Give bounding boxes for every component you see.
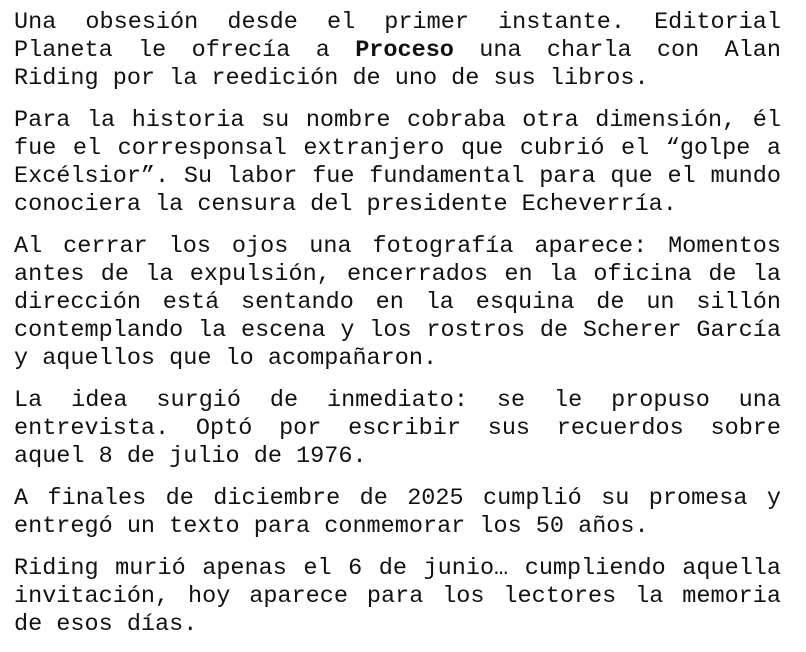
paragraph-2: Para la historia su nombre cobraba otra dimensión, él fue el corresponsal extranjero que cubrió el “golpe a Excélsior”. Su labor fue fundamental para que el mundo conociera la censura del presidente Echeverría. <box>14 107 781 218</box>
paragraph-1 <box>14 9 781 93</box>
publication-name: Proceso <box>355 37 454 64</box>
paragraph-4: La idea surgió de inmediato: se le propuso una entrevista. Optó por escribir sus recuerdos sobre aquel 8 de julio de 1976. <box>14 387 781 470</box>
paragraph-1-text-before: Una obsesión desde el primer instante. Editorial Planeta le ofrecía a <box>14 9 781 64</box>
paragraph-1-text-after: una charla con Alan Riding por la reedición de uno de sus libros. <box>14 37 781 92</box>
paragraph-3: Al cerrar los ojos una fotografía aparece: Momentos antes de la expulsión, encerrados en la oficina de la dirección está sentando en la esquina de un sillón contemplando la escena y los rostros de Scherer García y aquellos que lo acompañaron. <box>14 233 781 372</box>
paragraph-6: Riding murió apenas el 6 de junio… cumpliendo aquella invitación, hoy aparece para los lectores la memoria de esos días. <box>14 555 781 638</box>
paragraph-5: A finales de diciembre de 2025 cumplió su promesa y entregó un texto para conmemorar los 50 años. <box>14 485 781 540</box>
article-body <box>14 9 781 639</box>
